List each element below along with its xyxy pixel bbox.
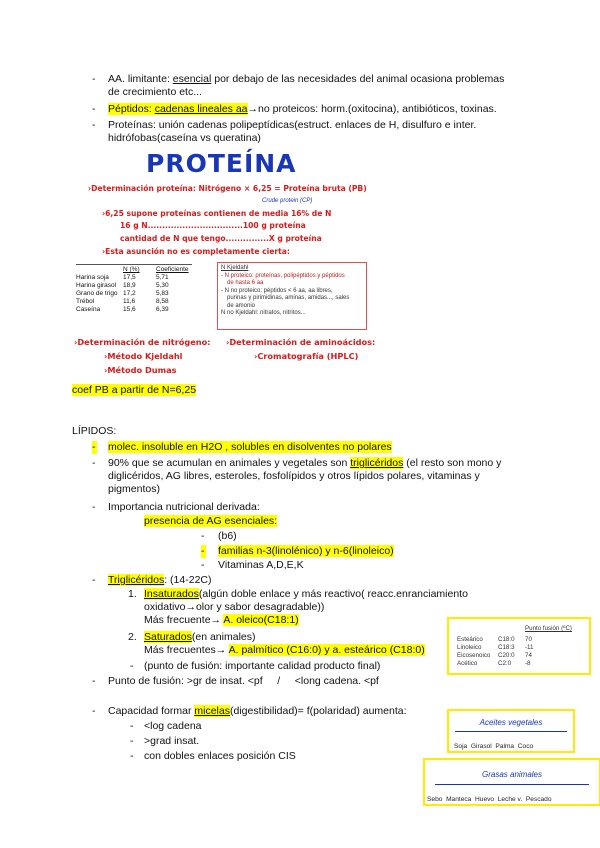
micelas-cadena: <log cadena [144,720,202,732]
b6-item: (b6) [218,530,237,542]
crude-protein-note: Crude protein (CP) [262,198,313,204]
bullet-dash: - [130,750,134,762]
protein-assumption: ›Esta asunción no es completamente cierta: [102,247,290,256]
bullet-dash: - [92,73,96,85]
lipidos-trigliceridos-90: 90% que se acumulan en animales y vegetales son triglicéridos (el resto son mono y diglicéridos, AG libres, esteroles, fosfolípidos y otros lípidos polares, vitaminas y pigmentos) [108,457,502,495]
bullet-dash: - [92,103,96,115]
bullet-dash: - [201,530,205,542]
punto-fusion-box: Punto fusión (ºC) Esteárico C18:0 70 Linoleico C18:3 -11 Eicosenoico C20:0 74 Acético C2:0 -8 [447,617,591,675]
grasas-items: Sebo Manteca Huevo Leche v. Pescado [427,796,552,803]
aceites-items: Soja Girasol Palma Coco [454,743,534,750]
micelas-insat: >grad insat. [144,735,200,747]
table-row: Linoleico C18:3 -11 [457,644,534,651]
protein-16-percent: ›6,25 supone proteínas contienen de media 16% de N [102,209,332,218]
bullet-dash: - [130,660,134,672]
trigliceridos-item: Triglicéridos: (14-22C) [108,574,212,586]
grasas-animales-box [423,758,600,806]
table-row: Eicosenoico C20:0 74 [457,652,532,659]
grasas-title: Grasas animales [481,770,543,779]
lipidos-insoluble: molec. insoluble en H2O , solubles en disolventes no polares [108,441,392,453]
bullet-proteinas: Proteínas: unión cadenas polipeptídicas(estruct. enlaces de H, disulfuro e inter. hidrófobas(caseína vs queratina) [108,119,477,144]
bullet-dash: - [201,559,205,571]
table-row: Caseína 15,6 6,39 [76,306,169,313]
table-row: Harina soja 17,5 5,71 [76,274,169,281]
table-row: Esteárico C18:0 70 [457,636,532,643]
bullet-aa-limitante: AA. limitante: esencial por debajo de las necesidades del animal ocasiona problemas de crecimiento etc... [108,73,505,98]
bullet-dash: - [92,574,96,586]
det-aminoacidos: ›Determinación de aminoácidos: [226,337,376,347]
bullet-dash: - [92,705,96,717]
coef-pb: coef PB a partir de N=6,25 [72,384,197,396]
bullet-dash: - [201,545,205,557]
insaturados-item: Insaturados(algún doble enlace y más reactivo( reacc.enranciamiento oxidativo→olor y sabor desagradable)) Más frecuente→ A. oleico(C18:1) [144,588,468,626]
punto-fusion: Punto de fusión: >gr de insat. <pf / <long cadena. <pf [108,675,379,687]
bullet-dash: - [92,119,96,131]
pf-note: (punto de fusión: importante calidad producto final) [144,660,381,672]
protein-rule-2: cantidad de N que tengo...............X g proteína [120,234,322,243]
nitrogen-table: N (%) Coeficiente Harina soja 17,5 5,71 Harina girasol 18,9 5,30 Grano de trigo 17,2 5,83 Trébol 11,6 8,58 Caseína 15,6 6,39 [76,264,192,314]
bullet-dash: - [92,501,96,513]
lipidos-heading: LÍPIDOS: [72,425,117,437]
metodo-kjeldahl: ›Método Kjeldahl [104,351,183,361]
aceites-title: Aceites vegetales [479,718,543,727]
bullet-dash: - [92,441,96,453]
familias-item: familias n-3(linolénico) y n-6(linoleico) [218,545,394,557]
bullet-peptidos: Péptidos: cadenas lineales aa→no proteicos: horm.(oxitocina), antibióticos, toxinas. [108,103,497,115]
importancia-nutricional: Importancia nutricional derivada: [108,501,260,513]
table-row: Grano de trigo 17,2 5,83 [76,290,169,297]
aceites-vegetales-box [447,709,575,753]
protein-rule-1: 16 g N.................................100 g proteína [120,221,306,230]
table-row: Trébol 11,6 8,58 [76,298,169,305]
protein-title: PROTEÍNA [146,149,297,178]
bullet-dash: - [130,735,134,747]
micelas-cis: con dobles enlaces posición CIS [144,750,296,762]
table-row: Harina girasol 18,9 5,30 [76,282,169,289]
presencia-ag-esenciales: presencia de AG esenciales: [144,515,278,527]
protein-determination-line: ›Determinación proteína: Nitrógeno × 6,25 = Proteína bruta (PB) [88,184,367,193]
micelas-item: Capacidad formar micelas(digestibilidad)= f(polaridad) aumenta: [108,705,407,717]
metodo-dumas: ›Método Dumas [104,365,177,375]
kjeldahl-box: N Kjeldahl - N proteico: proteínas, polipéptidos y péptidos de hasta 6 aa - N no proteico: péptidos < 6 aa, aa libres, purinas y pirimidinas, aminas, amidas..., sales de amonio N no Kjeldahl: nitratos, nitritos... [217,262,367,330]
saturados-item: Saturados(en animales) Más frecuentes→ A. palmítico (C16:0) y a. esteárico (C18:0) [144,631,425,656]
list-number: 1. [128,588,137,600]
bullet-dash: - [130,720,134,732]
metodo-hplc: ›Cromatografía (HPLC) [254,351,359,361]
bullet-dash: - [92,457,96,469]
vitaminas-item: Vitaminas A,D,E,K [218,559,304,571]
bullet-dash: - [92,675,96,687]
det-nitrogeno: ›Determinación de nitrógeno: [74,337,211,347]
table-row: Acético C2:0 -8 [457,660,531,667]
list-number: 2. [128,631,137,643]
